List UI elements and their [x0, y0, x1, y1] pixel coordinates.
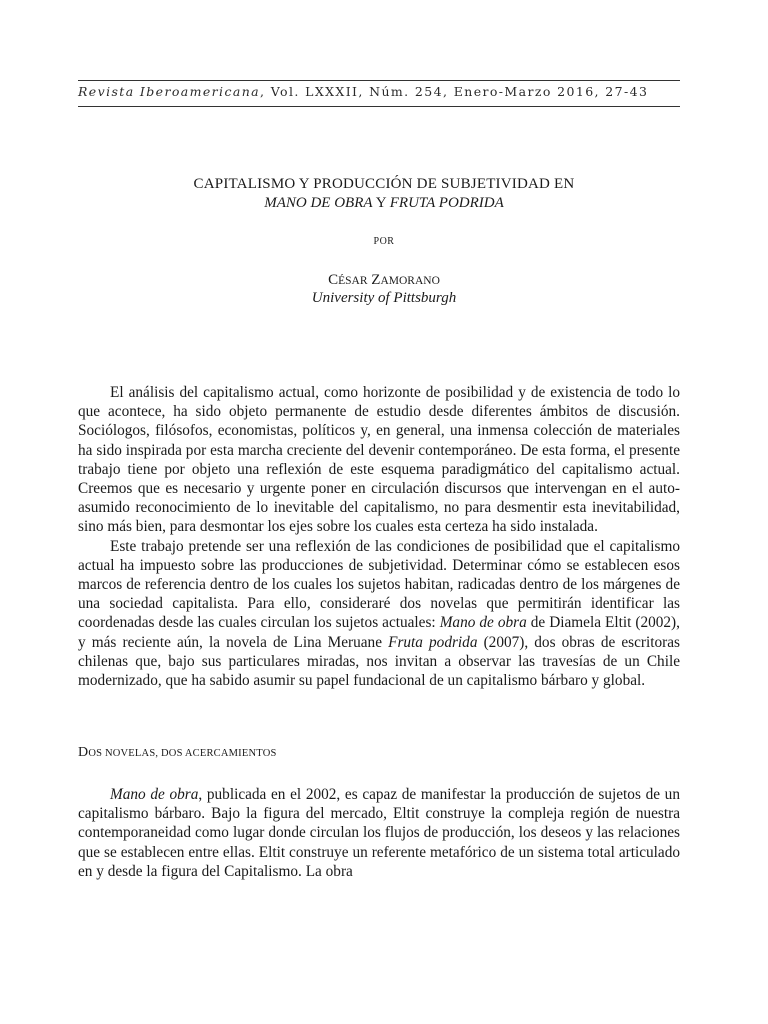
section-text [78, 785, 680, 881]
subtitle-conjunction: Y [372, 195, 390, 211]
author-affiliation: University of Pittsburgh [311, 290, 457, 306]
p3-rest: , publicada en el 2002, es capaz de manifestar la producción de sujetos de un capitalismo bárbaro. Bajo la figura del mercado, Eltit construye la compleja región de nuestra contemporaneidad como lugar donde circulan los flujos de producción, los deseos y las relaciones que se establecen entre ellas. Eltit construye un referente metafórico de un sistema total articulado en y desde la figura del Capitalismo. La obra [78, 786, 680, 880]
running-header [78, 84, 680, 99]
subtitle-work1: MANO DE OBRA [264, 195, 373, 211]
p2-work-title-1: Mano de obra [439, 614, 527, 632]
author-last-initial: Z [371, 272, 381, 288]
header-rule-bottom [78, 106, 680, 107]
p2-work-title-2: Fruta podrida [388, 633, 478, 651]
p3-work-title: Mano de obra [110, 786, 199, 803]
author-last-rest: AMORANO [380, 275, 440, 287]
citation-details: , Vol. LXXXII, Núm. 254, Enero-Marzo 2016, 27-43 [260, 84, 649, 99]
subtitle-work2: FRUTA PODRIDA [389, 195, 504, 211]
article-subtitle [0, 195, 768, 212]
paragraph-3 [78, 785, 680, 881]
p2-part-a: Este trabajo pretende ser una reflexión de las condiciones de posibilidad que el capitalismo actual ha impuesto sobre las producciones de subjetividad. Determinar cómo se establecen esos marcos de referencia dentro de los cuales los sujetos habitan, radicadas dentro de los márgenes de una sociedad capitalista. Para ello, consideraré dos novelas que permitirán identificar las coordenadas desde las cuales circulan los sujetos actuales: [78, 537, 680, 632]
intro-text [78, 383, 680, 690]
author-first-initial: C [328, 272, 339, 288]
paragraph-1: El análisis del capitalismo actual, como horizonte de posibilidad y de existencia de todo lo que acontece, ha sido objeto permanente de estudio desde diferentes ámbitos de discusión. Sociólogos, filósofos, economistas, políticos y, en general, una inmensa colección de materiales ha sido inspirada por esta marcha creciente del devenir contemporáneo. De esta forma, el presente trabajo tiene por objeto una reflexión de este esquema paradigmático del capitalismo actual. Creemos que es necesario y urgente poner en circulación discursos que intervengan en el auto-asumido reconocimiento de lo inevitable del capitalismo, no para desmentir esta inevitabilidad, sino más bien, para desmontar los ejes sobre los cuales esta certeza ha sido instalada. [78, 384, 680, 536]
byline-por: POR [373, 236, 395, 247]
section-heading [78, 745, 277, 761]
section-rest: OS NOVELAS, DOS ACERCAMIENTOS [88, 748, 277, 759]
p2-part-b: de Diamela Eltit (2002), y más reciente aún, la novela de Lina Meruane [78, 614, 680, 651]
journal-name: Revista Iberoamericana [78, 84, 261, 99]
section-initial: D [78, 745, 89, 760]
header-rule-top [78, 80, 680, 81]
article-title: CAPITALISMO Y PRODUCCIÓN DE SUBJETIVIDAD EN [193, 176, 575, 192]
paragraph-2 [78, 537, 680, 691]
author-name [0, 272, 768, 289]
author-first-rest: ÉSAR [338, 275, 368, 287]
p2-part-c: (2007), dos obras de escritoras chilenas que, bajo sus particulares miradas, nos invitan a observar las travesías de un Chile modernizado, que ha sabido asumir su papel fundacional de un capitalismo bárbaro y global. [78, 633, 680, 690]
